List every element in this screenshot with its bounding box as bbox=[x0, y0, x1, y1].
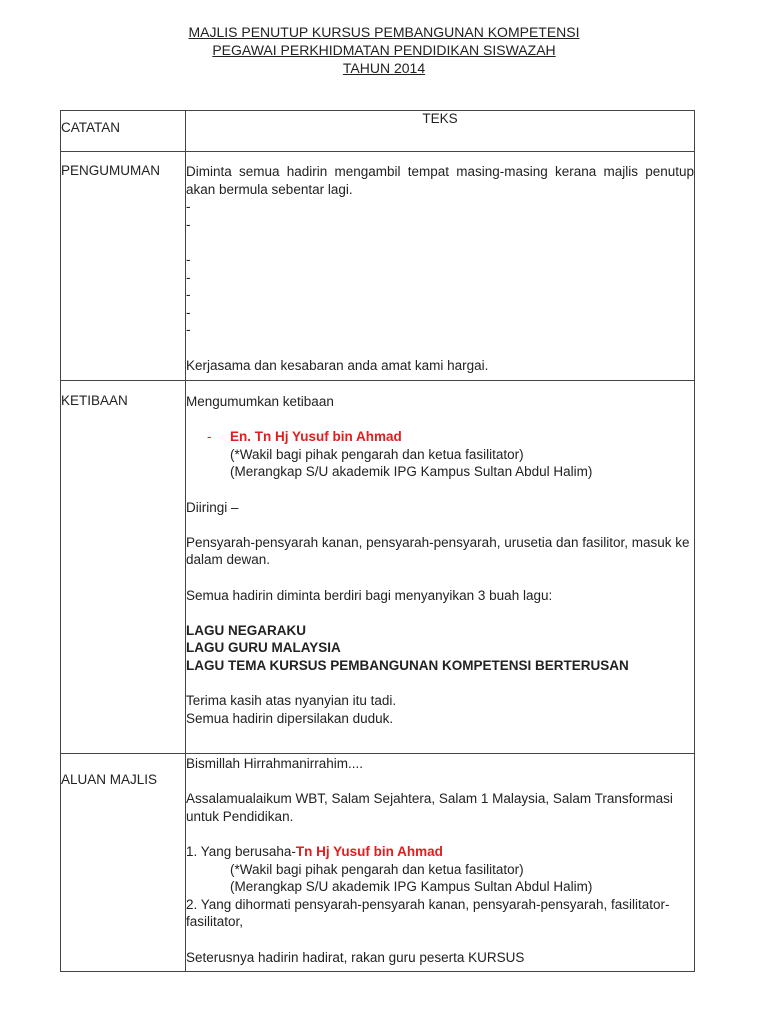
announcement-intro: Diminta semua hadirin mengambil tempat masing-masing kerana majlis penutup akan bermula sebentar lagi. bbox=[186, 164, 694, 197]
document-title-line-3: TAHUN 2014 bbox=[342, 60, 426, 76]
row-label: PENGUMUMAN bbox=[61, 152, 186, 381]
salam-text: Assalamualaikum WBT, Salam Sejahtera, Salam 1 Malaysia, Salam Transformasi untuk Pendidikan. bbox=[186, 791, 673, 824]
table-row-pengumuman bbox=[61, 152, 695, 381]
row-text bbox=[186, 152, 695, 381]
dash-item: - bbox=[186, 322, 191, 338]
row-label: ALUAN MAJLIS bbox=[61, 754, 186, 972]
greeting-item-2: 2. Yang dihormati pensyarah-pensyarah kanan, pensyarah-pensyarah, fasilitator-fasilitator, bbox=[186, 896, 670, 930]
guest-role-1: (*Wakil bagi pihak pengarah dan ketua fasilitator) bbox=[230, 446, 524, 462]
guest-bullet: - bbox=[207, 429, 212, 445]
announcement-closing: Kerjasama dan kesabaran anda amat kami hargai. bbox=[186, 357, 489, 373]
table-row-ketibaan bbox=[61, 381, 695, 754]
programme-table bbox=[60, 110, 695, 972]
dash-item: - bbox=[186, 304, 191, 320]
arrival-announce: Mengumumkan ketibaan bbox=[186, 394, 334, 409]
greeting-item-1-role-2: (Merangkap S/U akademik IPG Kampus Sultan Abdul Halim) bbox=[230, 879, 593, 895]
song-3: LAGU TEMA KURSUS PEMBANGUNAN KOMPETENSI BERTERUSAN bbox=[186, 657, 629, 673]
song-2: LAGU GURU MALAYSIA bbox=[186, 640, 341, 656]
dash-item: - bbox=[186, 251, 191, 267]
sit-instruction: Semua hadirin dipersilakan duduk. bbox=[186, 710, 394, 726]
dash-item: - bbox=[186, 269, 191, 285]
guest-name: En. Tn Hj Yusuf bin Ahmad bbox=[230, 429, 402, 445]
greeting-item-1-name: Tn Hj Yusuf bin Ahmad bbox=[295, 843, 443, 859]
table-row-aluan-majlis bbox=[61, 754, 695, 972]
guest-line bbox=[186, 428, 694, 446]
thanks-text: Terima kasih atas nyanyian itu tadi. bbox=[186, 693, 397, 709]
greeting-item-1 bbox=[186, 843, 694, 861]
bismillah-text: Bismillah Hirrahmanirrahim.... bbox=[186, 756, 364, 771]
song-1: LAGU NEGARAKU bbox=[186, 622, 306, 638]
row-label: KETIBAAN bbox=[61, 381, 186, 754]
entourage-text: Pensyarah-pensyarah kanan, pensyarah-pensyarah, urusetia dan fasilitor, masuk ke dalam dewan. bbox=[186, 534, 690, 568]
header-teks: TEKS bbox=[186, 111, 695, 152]
dash-item: - bbox=[186, 287, 191, 303]
next-greeting-text: Seterusnya hadirin hadirat, rakan guru peserta KURSUS bbox=[186, 949, 525, 965]
header-catatan: CATATAN bbox=[61, 111, 186, 152]
stand-instruction: Semua hadirin diminta berdiri bagi menyanyikan 3 buah lagu: bbox=[186, 587, 553, 603]
document-title-line-2: PEGAWAI PERKHIDMATAN PENDIDIKAN SISWAZAH bbox=[212, 42, 556, 58]
row-text bbox=[186, 381, 695, 754]
guest-role-2: (Merangkap S/U akademik IPG Kampus Sultan Abdul Halim) bbox=[230, 464, 593, 480]
dash-item: - bbox=[186, 199, 191, 215]
document-title-line-1: MAJLIS PENUTUP KURSUS PEMBANGUNAN KOMPETENSI bbox=[188, 24, 580, 40]
table-header-row bbox=[61, 111, 695, 152]
row-text bbox=[186, 754, 695, 972]
dash-item: - bbox=[186, 216, 191, 232]
greeting-item-1-role-1: (*Wakil bagi pihak pengarah dan ketua fasilitator) bbox=[230, 861, 524, 877]
greeting-item-1-prefix: 1. Yang berusaha- bbox=[186, 843, 296, 859]
accompanied-text: Diiringi – bbox=[186, 499, 239, 515]
